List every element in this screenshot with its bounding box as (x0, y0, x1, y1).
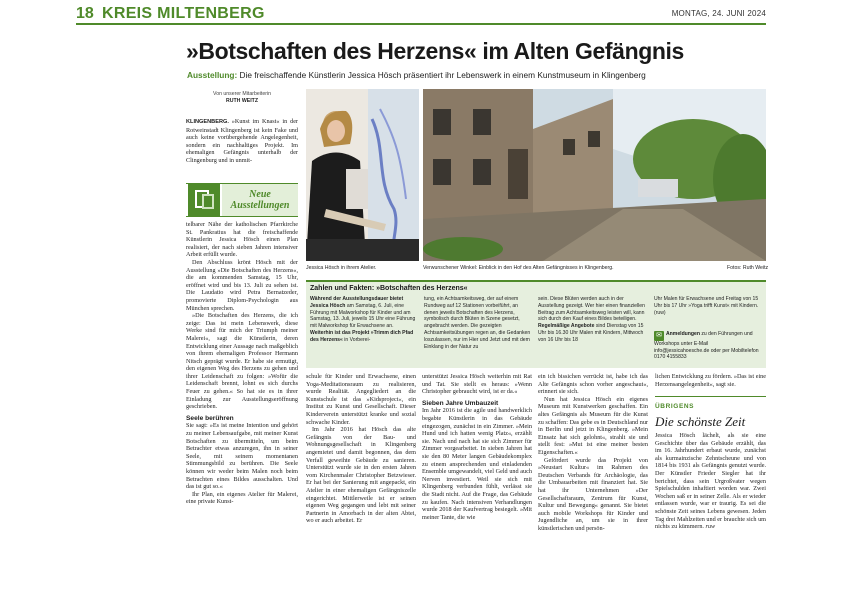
photo-artist-in-studio (306, 89, 419, 261)
paragraph: Gefördert wurde das Projekt von »Neustart Kultur« im Rahmen des Deutschen Verbands für Archäologie, das die Umbauarbeiten mit finanziert hat. Sie hat ihr Unternehmen »Der Gesellschaftsraum, Zentrum für Kunst, Kultur und Bewegung« genannt. Sie bietet auch mobile Workshops für Kinder und Jugendliche an, um sie in ihrer künstlerischen und persön- (538, 456, 648, 532)
facts-column-2 (424, 296, 532, 368)
byline-author: RUTH WEITZ (226, 98, 258, 104)
photo-caption-2: Verwunschener Winkel: Einblick in den Hof des Alten Gefängnisses in Klingenberg. (423, 265, 614, 271)
picture-frame-icon (188, 184, 220, 216)
page-number: 18 (76, 5, 94, 22)
paragraph: Im Jahr 2016 ist die agile und handwerklich begabte Künstlerin in das Gebäude eingezogen, zunächst in ein Zimmer. »Mein Hund und ich hatten wenig Platz«, erzählt sie. Nach und nach hat sie sich Zimmer für Zimmer vorgearbeitet. In sieben Jahren hat sie den 80 Meter langen Gebäudekomplex zu einem ansprechenden und einladenden Ensemble umgewandelt, viel Geld und auch Nerven investiert. Weil sie sich mit Klingenberg verbunden fühlt, verlässt sie die Stadt nicht. Auf die Frage, das Gebäude zu kaufen. Nach intensiven Verhandlungen wurde 2018 der Kaufvertrag besiegelt. »Mit meiner Tante, die wie (422, 407, 532, 521)
facts-title: Zahlen und Fakten: »Botschaften des Herzens« (310, 285, 468, 292)
section-title: KREIS MILTENBERG (102, 5, 265, 22)
column-3 (422, 373, 532, 591)
byline-prefix: Von unserer Mitarbeiterin (213, 91, 271, 97)
article-subline (187, 70, 767, 80)
column-4 (538, 373, 648, 591)
paragraph: telbarer Nähe der katholischen Pfarrkirche St. Pankratius hat die freischaffende Künstlerin Jessica Hösch einen Plan realisiert, der nach sieben Jahren intensiver Arbeit erfüllt wurde. (186, 221, 298, 259)
facts-box (306, 280, 766, 368)
page-header (76, 5, 766, 25)
paragraph: unterstützt Jessica Hösch weiterhin mit Rat und Tat. Sie stellt es heraus: »Wenn Christopher gebraucht wird, ist er da.« (422, 373, 532, 396)
registration-info (654, 331, 762, 361)
paragraph: Nun hat Jessica Hösch ein eigenes Museum mit Kunstwerken geschaffen. Ein altes Gefängnis als Museum für die Kunst zu schaffen: Das gebe es in Deutschland nur in Berlin und jetzt in Klingenberg. »Mein Einsatz hat sich gelohnt«, strahlt sie und stellt fest: »Mut ist eine meiner besten Eigenschaften.« (538, 395, 648, 456)
lead-text: »Kunst im Knast« in der Rotweinstadt Klingenberg ist kein Fake und auch keine vorübergehende Angelegenheit, sondern ein nachhaltiges Projekt. Im ehemaligen Gefängnis unterhalb der Clingenburg und in unmit- (186, 118, 298, 164)
neue-line1: Neue (249, 189, 271, 200)
facts-text: sein. Diese Blüten werden auch in der Ausstellung gezeigt. Wer hier einen finanziellen Beitrag zum Achtsamkeitsweg leisten will, kann sich durch den Kauf eines Bildes beteiligen. (538, 296, 645, 323)
paragraph: Sie sagt: »Es ist meine Intention und gehört zu meiner Lebensaufgabe, mit meiner Kunst Botschaften zu übermitteln, um beim Betrachter etwas anzuregen, ihn in seiner Seele, mit seinem momentanen Stimmungsbild zu berühren. Die Seele können wir weder beim Malen noch beim Betrachten eines Bildes ausschalten. Und das ist gut so.« (186, 422, 298, 491)
photo-prison-courtyard (423, 89, 766, 261)
paragraph: ein ich bissichen verrückt ist, habe ich das Alte Gefängnis schon vorher angeschaut«, erinnert sie sich. (538, 373, 648, 396)
neue-line2: Ausstellungen (230, 200, 290, 211)
author-sign: ruw (703, 523, 716, 531)
facts-column-3 (538, 296, 646, 368)
subheading: Sieben Jahre Umbauzeit (422, 399, 499, 407)
photo-credit: Fotos: Ruth Weitz (727, 265, 769, 271)
mail-icon: ✉ (654, 331, 664, 341)
issue-date: MONTAG, 24. JUNI 2024 (671, 9, 766, 18)
neue-ausstellungen-label (222, 184, 298, 216)
paragraph: Jessica Hösch lächelt, als sie eine Geschichte über das Gebäude erzählt, das im 16. Jahrhundert erbaut wurde, zunächst als kurmainzische Zehntscheune und von 1814 bis 1931 als Gefängnis genutzt wurde. Der Künstler Frieder Siegler hat ihr berichtet, dass sein Urgroßvater wegen Spielschulden inhaftiert worden war. Zwei Wochen saß er in seiner Zelle. Als er wieder entlassen wurde, war er traurig. Es sei die schönste Zeit seines Lebens gewesen. Jeden Tag drei Mahlzeiten und er brauchte sich um nichts zu kümmern. (655, 432, 766, 531)
column-1-body (186, 221, 298, 591)
subheading: Seele berühren (186, 414, 234, 422)
byline (186, 91, 298, 105)
column-2 (306, 373, 416, 591)
artist-photo-illustration (306, 89, 419, 261)
facts-bold: Während der Ausstellungsdauer bietet Jessica Hösch (310, 296, 404, 309)
facts-text: Uhr Malen für Erwachsene und Freitag von 15 Uhr bis 17 Uhr »Yoga trifft Kunst« mit Kindern. (ruw) (654, 296, 759, 316)
article-headline: »Botschaften des Herzens« im Alten Gefängnis (186, 38, 684, 64)
facts-text: in Vorberei- (342, 336, 371, 343)
uebrigens-text (655, 432, 766, 591)
facts-text: zu den Führungen und Workshops unter E-Mail info@jessicahoesche.de oder per Mobiltelefon 0170 4155833 (654, 331, 759, 361)
paragraph: schule für Kinder und Erwachsene, einen Yoga-Meditationsraum zu realisieren, wurde Realität. Angegliedert an die Kunstschule ist das »Kidsproject«, ein Institut zu Kunst und Gesellschaft. Dieser Kinderverein unterstützt kranke und sozial schwache Kinder. (306, 373, 416, 426)
uebrigens-headline: Die schönste Zeit (655, 414, 746, 429)
uebrigens-label: ÜBRIGENS (655, 403, 695, 410)
facts-text: am Samstag, 6. Juli, eine Führung mit Malworkshop für Kinder und am Samstag, 13. Juli, jeweils 15 Uhr eine Führung mit Malworkshop für Erwachsene an. (310, 302, 416, 330)
facts-text: sind Dienstag von 15 Uhr bis 16.30 Uhr Malen mit Kindern, Mittwoch von 16 Uhr bis 18 (538, 323, 644, 343)
paragraph: Im Jahr 2016 hat Hösch das alte Gefängnis von der Bau- und Wohnungsgesellschaft in Klingenberg angemietet und damit begonnen, das dem Verfall geweihte Gebäude zu sanieren. Unterstützt wurde sie in den ersten Jahren vom Kirchenmaler Christopher Betzwieser. Er hat bei der Sanierung mit angepackt, ein Atelier in einer ehemaligen Gefängniszelle eingerichtet. Mittlerweile ist er seinen eigenen Weg gegangen und lebt mit seiner Partnerin in Amorbach in der alten Abtei, wo er auch arbeitet. Er (306, 426, 416, 525)
paragraph: »Die Botschaften des Herzens, die ich zeige: Das ist mein Lebenswerk, diese Werke sind für mich der Triumph meiner Malerei«, sagt die Künstlerin, deren Entwicklung einer Aussage nach maßgeblich von ihrem ehemaligen Professor Hermann Nitsch geprägt wurde. Er habe sie ermutigt, den eigenen Weg des Herzens zu gehen und ihrer Leidenschaft zu folgen: »Wofür die Leidenschaft brennt, lohnt es sich durchs Feuer zu gehen.« So hat sie es in ihrer Einladung zur Ausstellungseröffnung geschrieben. (186, 312, 298, 411)
facts-bold: Anmeldungen (666, 331, 700, 337)
facts-text: tung, ein Achtsamkeitsweg, der auf einem Rundweg auf 12 Stationen vorbeiführt, an denen jeweils Botschaften des Herzens, symbolisch durch Blüten in Szene gesetzt, angebracht werden. Die gezeigten Achtsamkeitsübungen regen an, die Gedanken loszulassen, nur im Hier und Jetzt und mit dem Einklang in der Natur zu (424, 296, 531, 350)
divider (655, 396, 766, 397)
facts-column-4 (654, 296, 762, 330)
paragraph: Den Abschluss krönt Hösch mit der Ausstellung »Die Botschaften des Herzens«, die am kommenden Samstag, 15 Uhr, eröffnet wird und bis 13. Juli zu sehen ist. Die Laudatio wird Petra Bernatzeder, promovierte Diplom-Psychologin aus München sprechen. (186, 258, 298, 312)
subline-label: Ausstellung: (187, 70, 238, 80)
dateline: KLINGENBERG. (186, 119, 229, 125)
paragraph: lichen Entwicklung zu fördern. »Das ist eine Herzensangelegenheit«, sagt sie. (655, 373, 766, 388)
facts-column-1 (310, 296, 418, 368)
facts-bold: Regelmäßige Angebote (538, 323, 595, 330)
facts-bold: Weiterhin ist das Projekt »Trimm dich Pfad des Herzens« (310, 329, 414, 343)
column-1-lead (186, 118, 298, 181)
column-5 (655, 373, 766, 395)
photo-caption-1: Jessica Hösch in ihrem Atelier. (306, 265, 377, 271)
paragraph: Ihr Plan, ein eigenes Atelier für Malerei, eine private Kunst- (186, 490, 298, 506)
subline-text: Die freischaffende Künstlerin Jessica Hösch präsentiert ihr Lebenswerk in einem Kunstmuseum in Klingenberg (237, 70, 646, 80)
neue-ausstellungen-box (186, 183, 298, 217)
courtyard-photo-illustration (423, 89, 766, 261)
